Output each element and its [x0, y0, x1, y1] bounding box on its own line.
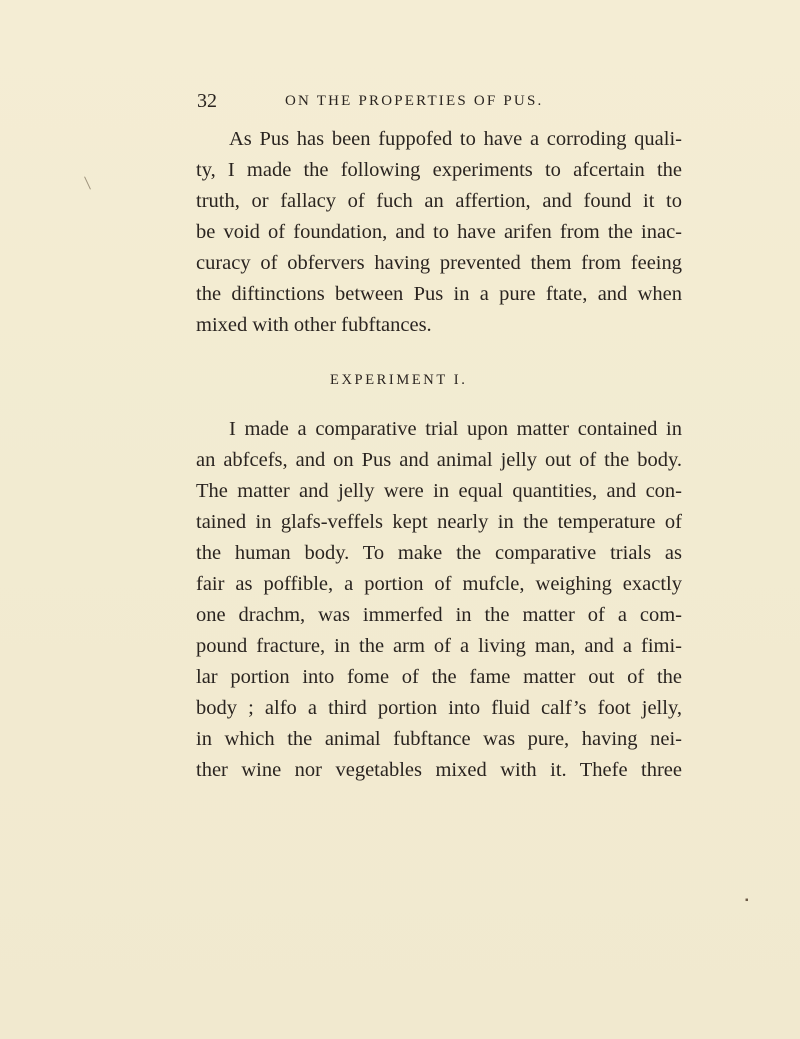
running-head — [197, 88, 677, 114]
text-line: in which the animal fubftance was pure, having nei- — [196, 728, 682, 750]
text-line: tained in glafs-veffels kept nearly in the temperature of — [196, 511, 682, 533]
text-line: be void of foundation, and to have arifen from the inac- — [196, 221, 682, 243]
printer-mark: ▪ — [745, 895, 749, 906]
text-line: I made a comparative trial upon matter contained in — [229, 418, 682, 440]
text-line: truth, or fallacy of fuch an affertion, and found it to — [196, 190, 682, 212]
running-head-title: ON THE PROPERTIES OF PUS. — [285, 93, 544, 109]
text-line: the human body. To make the comparative trials as — [196, 542, 682, 564]
text-line: one drachm, was immerfed in the matter of a com- — [196, 604, 682, 626]
page-number: 32 — [197, 90, 217, 112]
text-line: an abfcefs, and on Pus and animal jelly out of the body. — [196, 449, 682, 471]
text-line: ty, I made the following experiments to afcertain the — [196, 159, 682, 181]
text-line: the diftinctions between Pus in a pure ftate, and when — [196, 283, 682, 305]
text-line: The matter and jelly were in equal quantities, and con- — [196, 480, 682, 502]
text-line: ther wine nor vegetables mixed with it. Thefe three — [196, 759, 682, 781]
text-line: lar portion into fome of the fame matter out of the — [196, 666, 682, 688]
text-line: body ; alfo a third portion into fluid calf’s foot jelly, — [196, 697, 682, 719]
text-line: mixed with other fubftances. — [196, 314, 432, 336]
text-line: fair as poffible, a portion of mufcle, weighing exactly — [196, 573, 682, 595]
section-heading: EXPERIMENT I. — [330, 372, 468, 388]
margin-mark — [84, 176, 91, 189]
text-line: As Pus has been fuppofed to have a corroding quali- — [229, 128, 682, 150]
text-line: pound fracture, in the arm of a living man, and a fimi- — [196, 635, 682, 657]
text-line: curacy of obfervers having prevented them from feeing — [196, 252, 682, 274]
